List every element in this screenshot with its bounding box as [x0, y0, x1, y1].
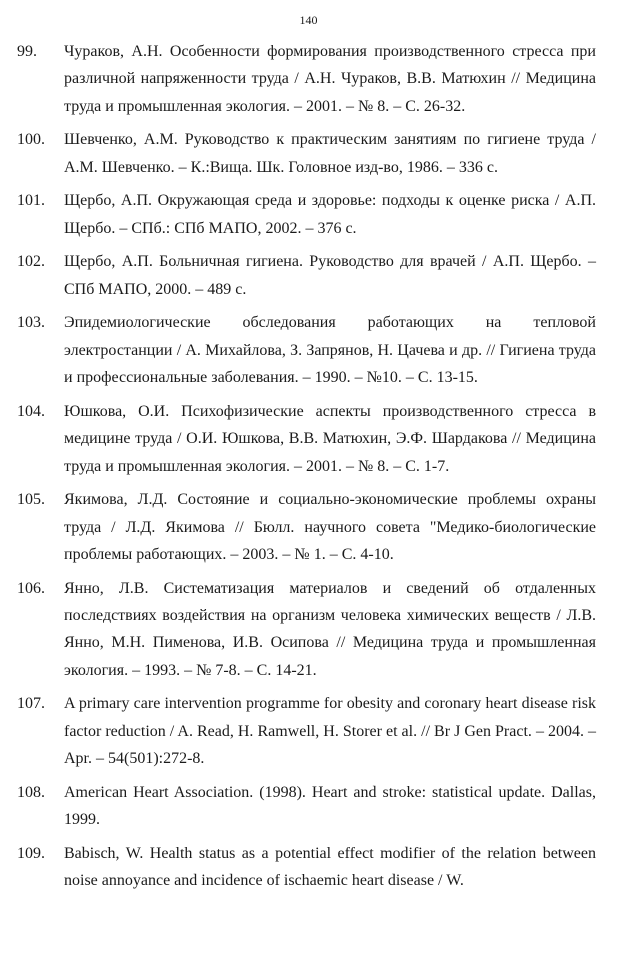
reference-item	[0, 840, 617, 895]
reference-item	[0, 187, 617, 242]
reference-number: 106.	[17, 579, 45, 597]
reference-item	[0, 248, 617, 303]
reference-text: Щербо, А.П. Окружающая среда и здоровье: подходы к оценке риска / А.П. Щербо. – СПб.: СПб МАПО, 2002. – 376 с.	[64, 192, 596, 237]
reference-text: Якимова, Л.Д. Состояние и социально-экономические проблемы охраны труда / Л.Д. Якимова // Бюлл. научного совета "Медико-биологические проблемы работающих. – 2003. – № 1. – С. 4-10.	[64, 491, 596, 564]
reference-text: Янно, Л.В. Систематизация материалов и сведений об отдаленных последствиях воздействия на организм человека химических веществ / Л.В. Янно, М.Н. Пименова, И.В. Осипова // Медицина труда и промышленная экология. – 1993. – № 7-8. – С. 14-21.	[64, 579, 596, 679]
reference-number: 101.	[17, 192, 45, 210]
reference-number: 100.	[17, 131, 45, 149]
reference-number: 99.	[17, 43, 37, 60]
reference-item	[0, 398, 617, 480]
reference-text: A primary care intervention programme for obesity and coronary heart disease risk factor reduction / A. Read, H. Ramwell, H. Storer et al. // Br J Gen Pract. – 2004. – Apr. – 54(501):272-8.	[64, 695, 596, 768]
reference-number: 105.	[17, 491, 45, 509]
reference-number: 108.	[17, 783, 45, 801]
reference-number: 104.	[17, 402, 45, 420]
reference-item	[0, 38, 617, 120]
reference-item	[0, 309, 617, 391]
reference-number: 107.	[17, 695, 45, 713]
reference-item	[0, 126, 617, 181]
reference-text: Шевченко, А.М. Руководство к практическим занятиям по гигиене труда / А.М. Шевченко. – К.:Вища. Шк. Головное изд-во, 1986. – 336 с.	[64, 131, 596, 176]
reference-number: 109.	[17, 844, 45, 862]
reference-text: Щербо, А.П. Больничная гигиена. Руководство для врачей / А.П. Щербо. – СПб МАПО, 2000. – 489 с.	[64, 253, 596, 298]
reference-text: Чураков, А.Н. Особенности формирования производственного стресса при различной напряженности труда / А.Н. Чураков, В.В. Матюхин // Медицина труда и промышленная экология. – 2001. – № 8. – С. 26-32.	[64, 43, 596, 115]
reference-item	[0, 486, 617, 568]
reference-text: Babisch, W. Health status as a potential effect modifier of the relation between noise annoyance and incidence of ischaemic heart disease / W.	[64, 844, 596, 890]
reference-number: 103.	[17, 314, 45, 332]
reference-text: Юшкова, О.И. Психофизические аспекты производственного стресса в медицине труда / О.И. Юшкова, В.В. Матюхин, Э.Ф. Шардакова // Медицина труда и промышленная экология. – 2001. – № 8. – С. 1-7.	[64, 402, 596, 475]
reference-item	[0, 690, 617, 772]
reference-list	[0, 38, 617, 901]
reference-text: Эпидемиологические обследования работающих на тепловой электростанции / А. Михайлова, З. Запрянов, Н. Цачева и др. // Гигиена труда и профессиональные заболевания. – 1990. – №10. – С. 13-15.	[64, 314, 596, 387]
reference-text: American Heart Association. (1998). Heart and stroke: statistical update. Dallas, 1999.	[64, 783, 596, 829]
reference-item	[0, 779, 617, 834]
reference-number: 102.	[17, 253, 45, 271]
page-number: 140	[299, 13, 318, 27]
reference-item	[0, 575, 617, 685]
